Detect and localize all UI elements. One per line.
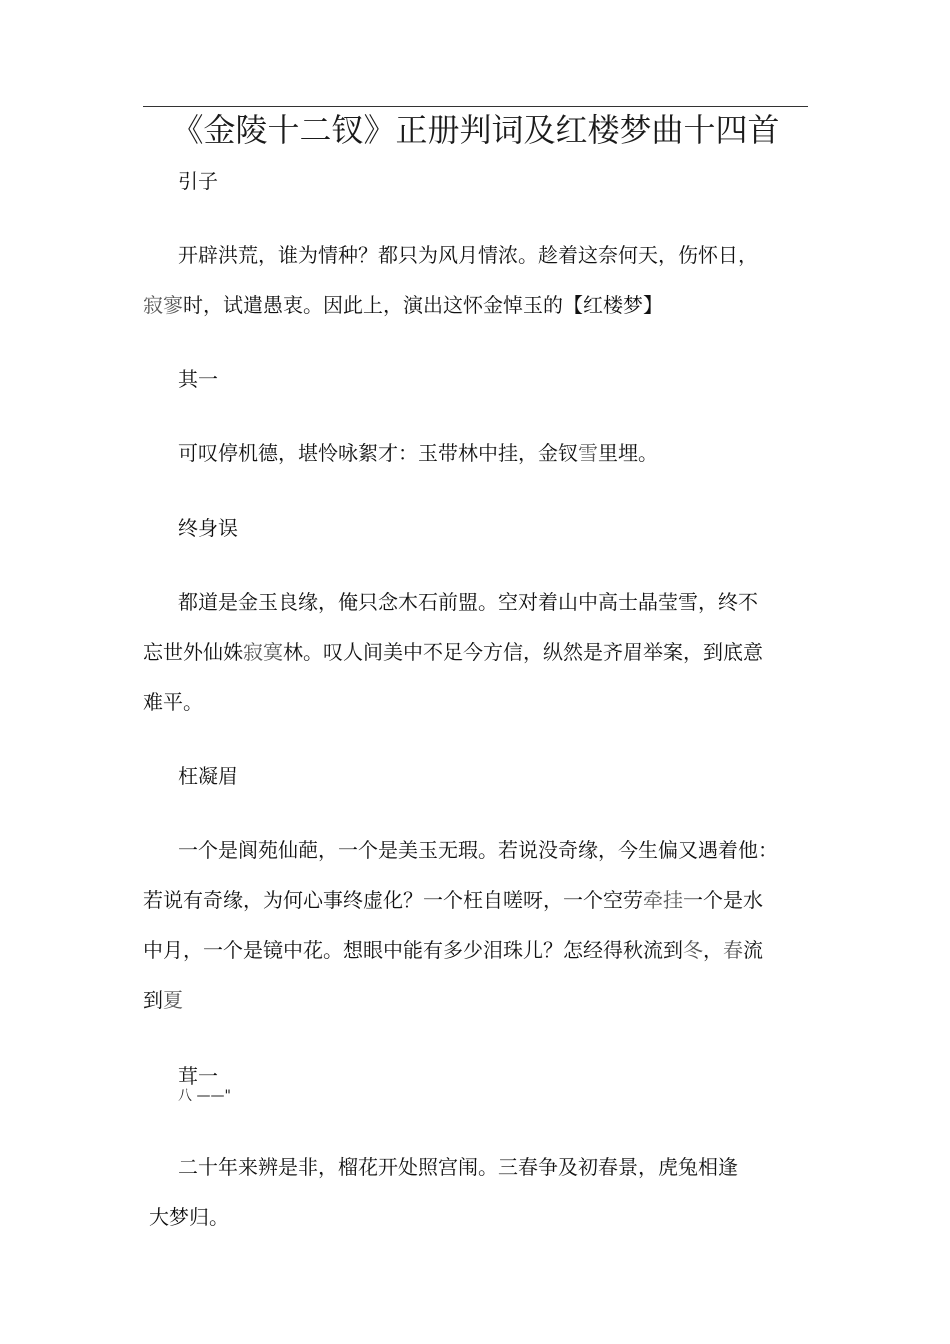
paragraph-line [143,875,808,925]
gray-text-run: 雪 [578,441,598,465]
text-run: 忘世外仙姝 [143,640,243,664]
text-run: 大梦归。 [149,1205,229,1229]
text-run: 流 [743,938,763,962]
paragraph-qier [143,1142,808,1242]
text-run: 里埋。 [598,441,658,465]
text-run: ， [703,938,723,962]
text-run: 林。叹人间美中不足今方信，纵然是齐眉举案，到底意 [283,640,763,664]
paragraph-line [143,1142,808,1192]
ocr-artifact-text: 八 ——" [178,1088,231,1104]
section-heading-wangningmei: 枉凝眉 [178,764,238,788]
paragraph-line [143,428,808,478]
paragraph-line [143,975,808,1025]
paragraph-line [143,280,808,330]
gray-text-run: 冬 [683,938,703,962]
document-title: 《金陵十二钗》正册判词及红楼梦曲十四首 [171,111,780,149]
paragraph-line [143,627,808,677]
text-run: 二十年来辨是非，榴花开处照宫闱。三春争及初春景，虎兔相逢 [178,1155,738,1179]
paragraph-wangningmei [143,825,808,1025]
paragraph-line [143,677,808,727]
text-run: 可叹停机德，堪怜咏絮才：玉带林中挂，金钗 [178,441,578,465]
paragraph-qiyi [143,428,808,478]
header-rule [143,106,808,107]
gray-text-run: 寂寥 [143,293,183,317]
paragraph-line [143,230,808,280]
text-run: 到 [143,988,163,1012]
text-run: 若说有奇缘，为何心事终虚化？一个枉自嗟呀，一个空劳 [143,888,643,912]
paragraph-line [143,1192,808,1242]
text-run: 一个是水 [683,888,763,912]
section-heading-qier: 茸一 [178,1064,218,1088]
paragraph-yinzi [143,230,808,330]
gray-text-run: 牵挂 [643,888,683,912]
gray-text-run: 寂寞 [243,640,283,664]
text-run: 中月，一个是镜中花。想眼中能有多少泪珠儿？怎经得秋流到 [143,938,683,962]
text-run: 难平。 [143,690,203,714]
gray-text-run: 春 [723,938,743,962]
paragraph-line [143,577,808,627]
text-run: 开辟洪荒，谁为情种？都只为风月情浓。趁着这奈何天，伤怀日， [178,243,758,267]
gray-text-run: 夏 [163,988,183,1012]
paragraph-line [143,925,808,975]
section-heading-yinzi: 引子 [178,169,218,193]
text-run: 都道是金玉良缘，俺只念木石前盟。空对着山中高士晶莹雪，终不 [178,590,758,614]
paragraph-line [143,825,808,875]
section-heading-qiyi: 其一 [178,367,218,391]
text-run: 时，试遣愚衷。因此上，演出这怀金悼玉的【红楼梦】 [183,293,663,317]
paragraph-zhongshenwu [143,577,808,727]
section-heading-zhongshenwu: 终身误 [178,516,238,540]
text-run: 一个是阆苑仙葩，一个是美玉无瑕。若说没奇缘，今生偏又遇着他： [178,838,778,862]
